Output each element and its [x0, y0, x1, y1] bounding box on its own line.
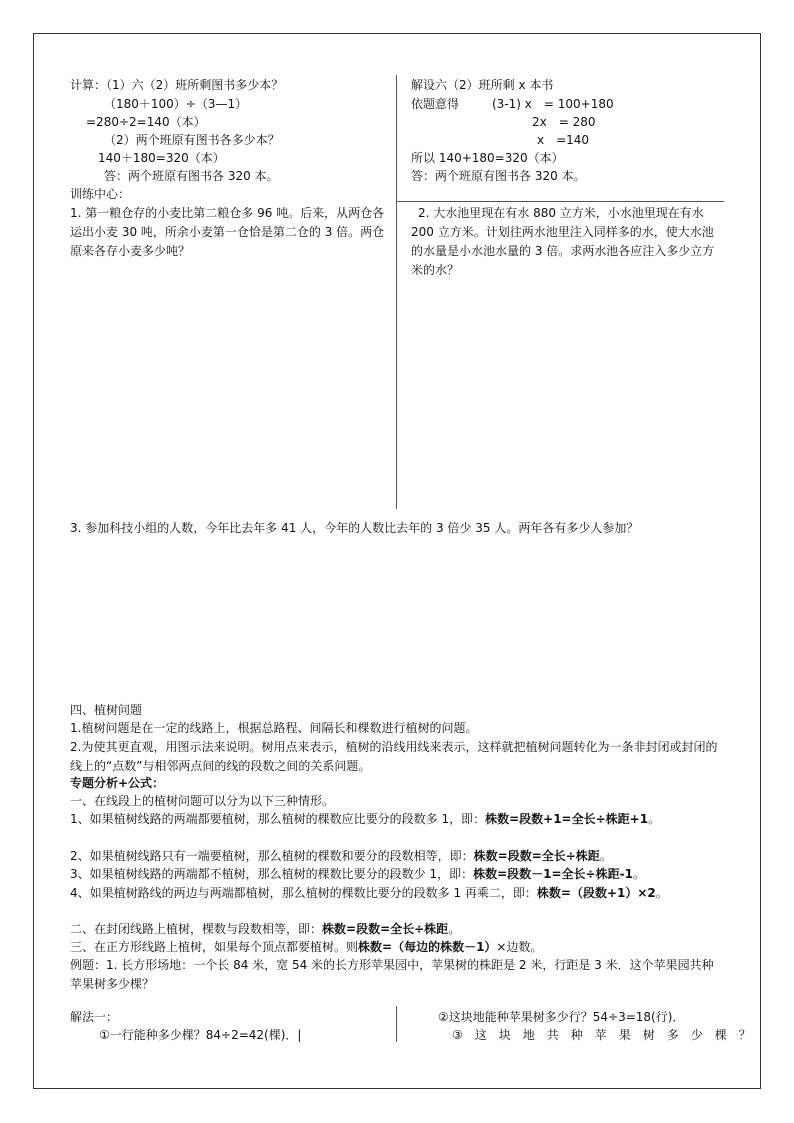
- equation-heading: 解设六（2）班所剩 x 本书: [411, 78, 554, 92]
- section-title: 四、植树问题: [70, 703, 143, 717]
- row-separator: [396, 201, 724, 202]
- rule-text: 4、如果植树路线的两边与两端都植树，那么植树的棵数比要分的段数多 1 再乘二，即：: [70, 886, 537, 900]
- paragraph: 2.为使其更直观，用图示法来说明。树用点来表示，植树的沿线用线来表示，这样就把植树问题转化为一条非封闭或封闭的线上的“点数”与相邻两点间的线的段数之间的关系问题。: [70, 740, 718, 773]
- question-1: 1. 第一粮仓存的小麦比第二粮仓多 96 吨。后来，从两仓各运出小麦 30 吨，所余小麦第一仓恰是第二仓的 3 倍。两仓原来各存小麦多少吨？: [70, 206, 385, 258]
- calc-answer: 答：两个班原有图书各 320 本。: [104, 169, 279, 183]
- rule-formula: 株数=段数+1=全长÷株距+1: [485, 812, 649, 826]
- calc-line: （180＋100）÷（3—1）: [104, 97, 248, 111]
- rule-4: 4、如果植树路线的两边与两端都植树，那么植树的棵数比要分的段数多 1 再乘二，即：株数=（段数+1）×2。: [70, 886, 668, 900]
- calc-heading: 计算：（1）六（2）班所剩图书多少本？: [70, 78, 284, 92]
- rule-text: 1、如果植树线路的两端都要植树，那么植树的棵数应比要分的段数多 1，即：: [70, 812, 486, 826]
- rule-text: ×边数: [496, 940, 531, 954]
- rule-square: 三、在正方形线路上植树，如果每个顶点都要植树。则株数=（每边的株数－1）×边数。: [70, 940, 543, 954]
- analysis-title: 专题分析+公式：: [70, 776, 165, 790]
- column-divider: [396, 201, 397, 509]
- equation-line: x =140: [537, 133, 590, 147]
- calc-line: （2）两个班原有图书各多少本？: [104, 133, 280, 147]
- solution-step-2: ②这块地能种苹果树多少行？54÷3=18(行)．: [438, 1010, 685, 1024]
- column-divider: [396, 75, 397, 201]
- equation-label: 依题意得: [411, 97, 460, 111]
- rule-formula: 株数=（每边的株数－1）: [358, 940, 497, 954]
- rule-text: 3、如果植树线路的两端都不植树，那么植树的棵数比要分的段数少 1，即：: [70, 867, 474, 881]
- rule-2: 2、如果植树线路只有一端要植树，那么植树的棵数和要分的段数相等，即：株数=段数=全长÷株距。: [70, 849, 612, 863]
- rule-text: 2、如果植树线路只有一端要植树，那么植树的棵数和要分的段数相等，即：: [70, 849, 474, 863]
- rule-formula: 株数=（段数+1）×2: [536, 886, 656, 900]
- rule-closed: 二、在封闭线路上植树，棵数与段数相等，即：株数=段数=全长÷株距。: [70, 922, 461, 936]
- rule-heading: 一、在线段上的植树问题可以分为以下三种情形。: [70, 794, 335, 808]
- column-divider: [396, 1006, 397, 1042]
- equation-line: 所以 140+180=320（本）: [411, 151, 564, 165]
- equation-answer: 答：两个班原有图书各 320 本。: [411, 169, 586, 183]
- rule-3: 3、如果植树线路的两端都不植树，那么植树的棵数比要分的段数少 1，即：株数=段数－1=全长÷株距-1。: [70, 867, 645, 881]
- solution-title: 解法一：: [70, 1010, 119, 1024]
- calc-line: 140＋180=320（本）: [98, 151, 225, 165]
- equation-line: 2x = 280: [532, 115, 596, 129]
- rule-formula: 株数=段数－1=全长÷株距-1: [473, 867, 633, 881]
- training-title: 训练中心：: [70, 187, 131, 201]
- equation-line: (3-1) x = 100+180: [492, 97, 614, 111]
- rule-text: 二、在封闭线路上植树，棵数与段数相等，即：: [70, 922, 323, 936]
- calc-line: =280÷2=140（本）: [86, 115, 206, 129]
- example: 例题：1. 长方形场地：一个长 84 米，宽 54 米的长方形苹果园中，苹果树的株距是 2 米，行距是 3 米．这个苹果园共种苹果树多少棵？: [70, 958, 714, 991]
- rule-formula: 株数=段数=全长÷株距: [322, 922, 449, 936]
- rule-formula: 株数=段数=全长÷株距: [473, 849, 600, 863]
- solution-step-3: ③这块地共种苹果树多少棵？: [452, 1028, 763, 1042]
- solution-step-1: ①一行能种多少棵？84÷2=42(棵)．|: [99, 1028, 302, 1042]
- paragraph: 1.植树问题是在一定的线路上，根据总路程、间隔长和棵数进行植树的问题。: [70, 721, 478, 735]
- rule-text: 三、在正方形线路上植树，如果每个顶点都要植树。则: [70, 940, 359, 954]
- rule-1: 1、如果植树线路的两端都要植树，那么植树的棵数应比要分的段数多 1，即：株数=段数+1=全长÷株距+1。: [70, 812, 661, 826]
- question-3: 3. 参加科技小组的人数，今年比去年多 41 人，今年的人数比去年的 3 倍少 35 人。两年各有多少人参加？: [70, 521, 639, 535]
- question-2: 2. 大水池里现在有水 880 立方米，小水池里现在有水 200 立方米。计划往两水池里注入同样多的水，使大水池的水量是小水池水量的 3 倍。求两水池各应注入多少立方米的水？: [411, 206, 715, 277]
